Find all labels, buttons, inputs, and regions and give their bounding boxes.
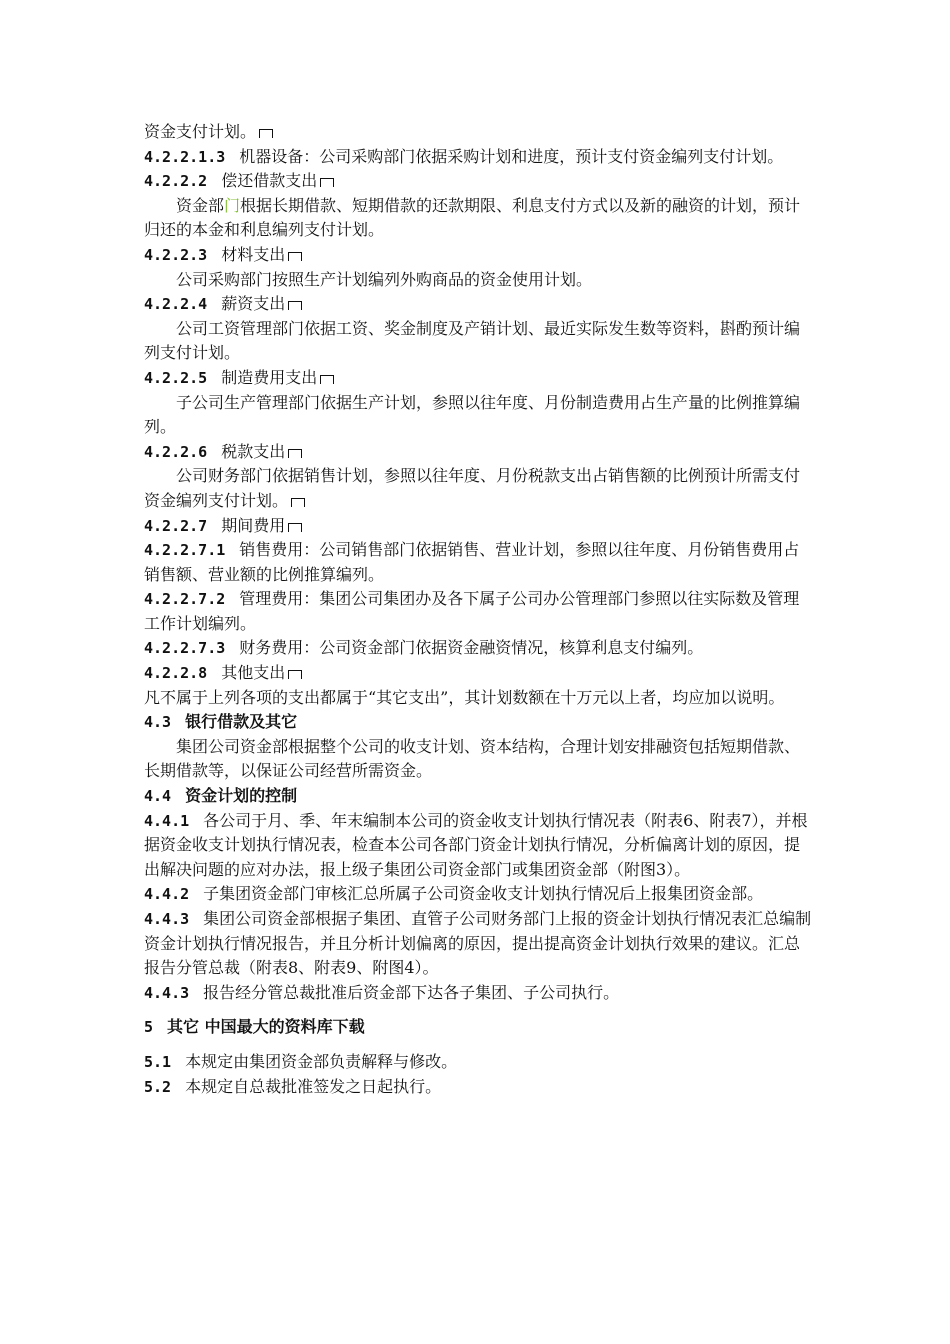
clause-4-4-3-b: 4.4.3 报告经分管总裁批准后资金部下达各子集团、子公司执行。 — [144, 982, 620, 1002]
clause-4-4-3: 4.4.3 集团公司资金部根据子集团、直管子公司财务部门上报的资金计划执行情况表汇总编制资金计划执行情况报告，并且分析计划偏离的原因，提出提高资金计划执行效果的建议。汇总报告分管总裁（附表8、附表9、附图4）。 — [144, 909, 812, 978]
paragraph: 集团公司资金部根据整个公司的收支计划、资本结构，合理计划安排融资包括短期借款、长期借款等，以保证公司经营所需资金。 — [144, 736, 801, 781]
clause-number: 4.2.2.4 — [144, 295, 208, 314]
paragraph: 公司采购部门按照生产计划编列外购商品的资金使用计划。 — [176, 269, 593, 289]
clause-4-2-2-7: 4.2.2.7 期间费用 — [144, 514, 814, 539]
clause-4-4-2: 4.4.2 子集团资金部门审核汇总所属子公司资金收支计划执行情况后上报集团资金部。 — [144, 884, 764, 904]
clause-4-2-2-6: 4.2.2.6 税款支出 — [144, 440, 814, 465]
clause-number: 4.2.2.8 — [144, 664, 208, 683]
section-number: 4.3 — [144, 713, 172, 732]
paragraph-mark-icon — [259, 129, 273, 138]
paragraph-mark-icon — [288, 252, 302, 261]
section-number: 4.4 — [144, 787, 172, 806]
paragraph-mark-icon — [291, 498, 305, 507]
clause-number: 4.2.2.3 — [144, 245, 208, 264]
clause-number: 4.2.2.7.2 — [144, 590, 226, 609]
paragraph: 子公司生产管理部门依据生产计划，参照以往年度、月份制造费用占生产量的比例推算编列。 — [144, 392, 801, 437]
paragraph-mark-icon — [320, 375, 334, 384]
paragraph-mark-icon — [288, 301, 302, 310]
highlighted-char: 门 — [224, 195, 241, 215]
clause-4-2-2-2: 4.2.2.2 偿还借款支出 — [144, 169, 814, 194]
paragraph: 公司财务部门依据销售计划，参照以往年度、月份税款支出占销售额的比例预计所需支付资金编列支付计划。 — [144, 466, 801, 510]
clause-4-2-2-7-1: 4.2.2.7.1 销售费用：公司销售部门依据销售、营业计划，参照以往年度、月份销售费用占销售额、营业额的比例推算编列。 — [144, 540, 800, 584]
paragraph: 资金支付计划。 — [144, 120, 814, 145]
paragraph-mark-icon — [288, 523, 302, 532]
paragraph-mark-icon — [320, 178, 334, 187]
clause-number: 4.4.3 — [144, 910, 190, 928]
clause-number: 5.2 — [144, 1077, 172, 1096]
section-number: 5 — [144, 1018, 154, 1037]
section-heading-5: 5 其它 中国最大的资料库下载 — [144, 1017, 365, 1037]
clause-number: 4.2.2.6 — [144, 442, 208, 461]
clause-4-2-2-5: 4.2.2.5 制造费用支出 — [144, 366, 814, 391]
clause-5-2: 5.2 本规定自总裁批准签发之日起执行。 — [144, 1076, 442, 1096]
section-heading-4-4: 4.4 资金计划的控制 — [144, 786, 298, 806]
clause-4-2-2-8: 4.2.2.8 其他支出 — [144, 661, 814, 686]
clause-number: 4.4.1 — [144, 811, 190, 830]
section-heading-4-3: 4.3 银行借款及其它 — [144, 712, 298, 732]
clause-4-2-2-7-3: 4.2.2.7.3 财务费用：公司资金部门依据资金融资情况，核算利息支付编列。 — [144, 638, 704, 658]
paragraph: 凡不属于上列各项的支出都属于“其它支出”，其计划数额在十万元以上者，均应加以说明。 — [144, 687, 785, 707]
clause-number: 4.2.2.1.3 — [144, 147, 226, 166]
clause-number: 4.2.2.7 — [144, 516, 208, 535]
paragraph: 资金部门根据长期借款、短期借款的还款期限、利息支付方式以及新的融资的计划，预计归还的本金和利息编列支付计划。 — [144, 195, 801, 240]
paragraph-mark-icon — [288, 670, 302, 679]
clause-number: 4.2.2.7.3 — [144, 639, 226, 658]
clause-4-4-1: 4.4.1 各公司于月、季、年末编制本公司的资金收支计划执行情况表（附表6、附表7），并根据资金收支计划执行情况表，检查本公司各部门资金计划执行情况，分析偏离计划的原因，提出解决问题的应对办法，报上级子集团公司资金部门或集团资金部（附图3）。 — [144, 810, 808, 879]
clause-number: 4.2.2.2 — [144, 172, 208, 191]
clause-number: 4.2.2.7.1 — [144, 541, 226, 560]
clause-4-2-2-4: 4.2.2.4 薪资支出 — [144, 292, 814, 317]
clause-4-2-2-1-3: 4.2.2.1.3 机器设备：公司采购部门依据采购计划和进度，预计支付资金编列支付计划。 — [144, 146, 784, 166]
clause-4-2-2-7-2: 4.2.2.7.2 管理费用：集团公司集团办及各下属子公司办公管理部门参照以往实际数及管理工作计划编列。 — [144, 589, 800, 633]
clause-number: 4.4.3 — [144, 983, 190, 1002]
clause-5-1: 5.1 本规定由集团资金部负责解释与修改。 — [144, 1051, 458, 1071]
paragraph: 公司工资管理部门依据工资、奖金制度及产销计划、最近实际发生数等资料，斟酌预计编列支付计划。 — [144, 318, 801, 363]
clause-4-2-2-3: 4.2.2.3 材料支出 — [144, 243, 814, 268]
document-page — [144, 120, 814, 1099]
paragraph-mark-icon — [288, 449, 302, 458]
clause-number: 4.4.2 — [144, 885, 190, 904]
clause-number: 5.1 — [144, 1052, 172, 1071]
clause-number: 4.2.2.5 — [144, 368, 208, 387]
